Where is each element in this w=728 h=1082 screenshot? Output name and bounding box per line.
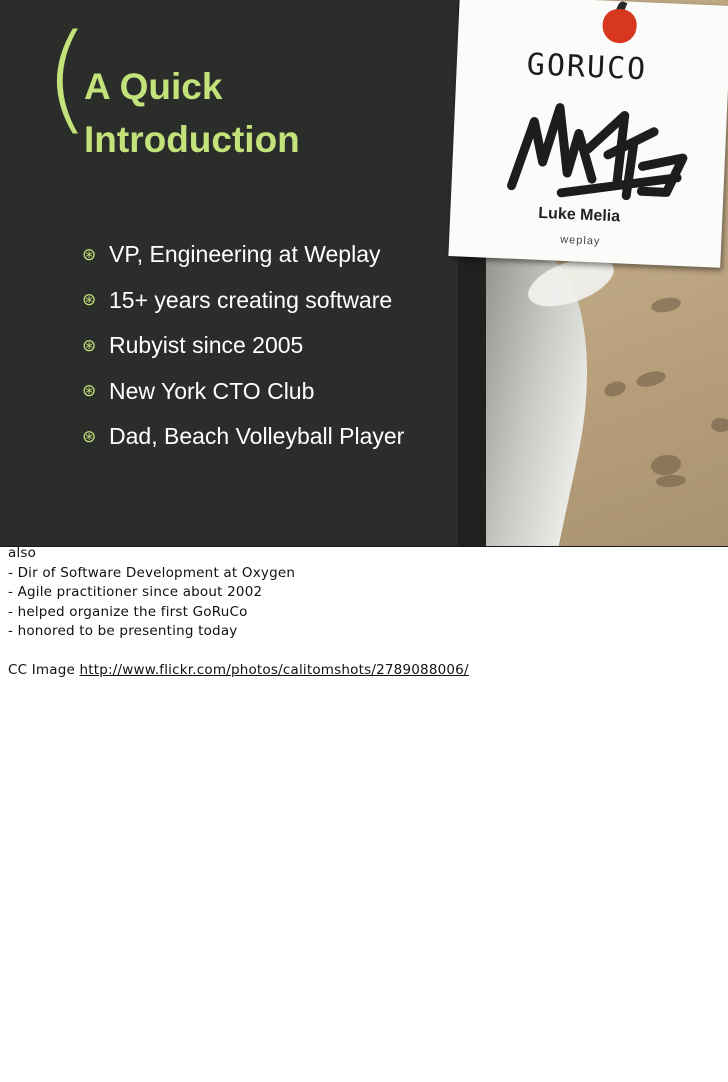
notes-line: - honored to be presenting today [8, 623, 238, 639]
badge-brand: GORUCO [526, 47, 648, 88]
slide-title-line-1: A Quick [84, 66, 223, 107]
footprint [656, 474, 687, 488]
credit-link[interactable]: http://www.flickr.com/photos/calitomshots/2789088006/ [79, 662, 469, 678]
footprint [602, 379, 627, 399]
footprint [635, 369, 667, 390]
bullet-icon: ⊛ [82, 290, 97, 311]
bullet-text: VP, Engineering at Weplay [109, 241, 381, 268]
bullet-icon: ⊛ [82, 381, 97, 402]
notes-line: - helped organize the first GoRuCo [8, 603, 248, 620]
credit-line [8, 661, 708, 681]
footprint [711, 418, 728, 432]
bullet-text: Dad, Beach Volleyball Player [109, 423, 405, 450]
bullet-item [82, 369, 404, 415]
bullet-item [82, 323, 404, 369]
bullet-list [82, 232, 404, 460]
bullet-icon: ⊛ [82, 244, 97, 265]
bullet-item [82, 414, 404, 460]
name-badge [448, 0, 728, 268]
bullet-item [82, 278, 404, 324]
bullet-item [82, 232, 404, 278]
bullet-text: Rubyist since 2005 [109, 332, 304, 359]
footprint [650, 296, 682, 315]
credit-prefix: CC Image [8, 662, 76, 678]
title-parenthesis: ( [44, 8, 91, 146]
badge-company: weplay [559, 233, 601, 248]
bullet-text: 15+ years creating software [109, 286, 393, 313]
graffiti-signature-icon [501, 90, 696, 208]
bullet-icon: ⊛ [82, 335, 97, 356]
bullet-text: New York CTO Club [109, 377, 315, 404]
speaker-notes [8, 544, 708, 681]
footprint [650, 453, 682, 477]
slide-title [84, 60, 300, 166]
badge-name: Luke Melia [537, 204, 621, 226]
notes-spacer [8, 642, 708, 662]
bullet-icon: ⊛ [82, 426, 97, 447]
notes-line: - Dir of Software Development at Oxygen [8, 564, 296, 581]
slide-title-line-2: Introduction [84, 119, 300, 160]
notes-line: also [8, 545, 37, 561]
apple-logo-icon [602, 8, 637, 43]
notes-line: - Agile practitioner since about 2002 [8, 584, 263, 600]
